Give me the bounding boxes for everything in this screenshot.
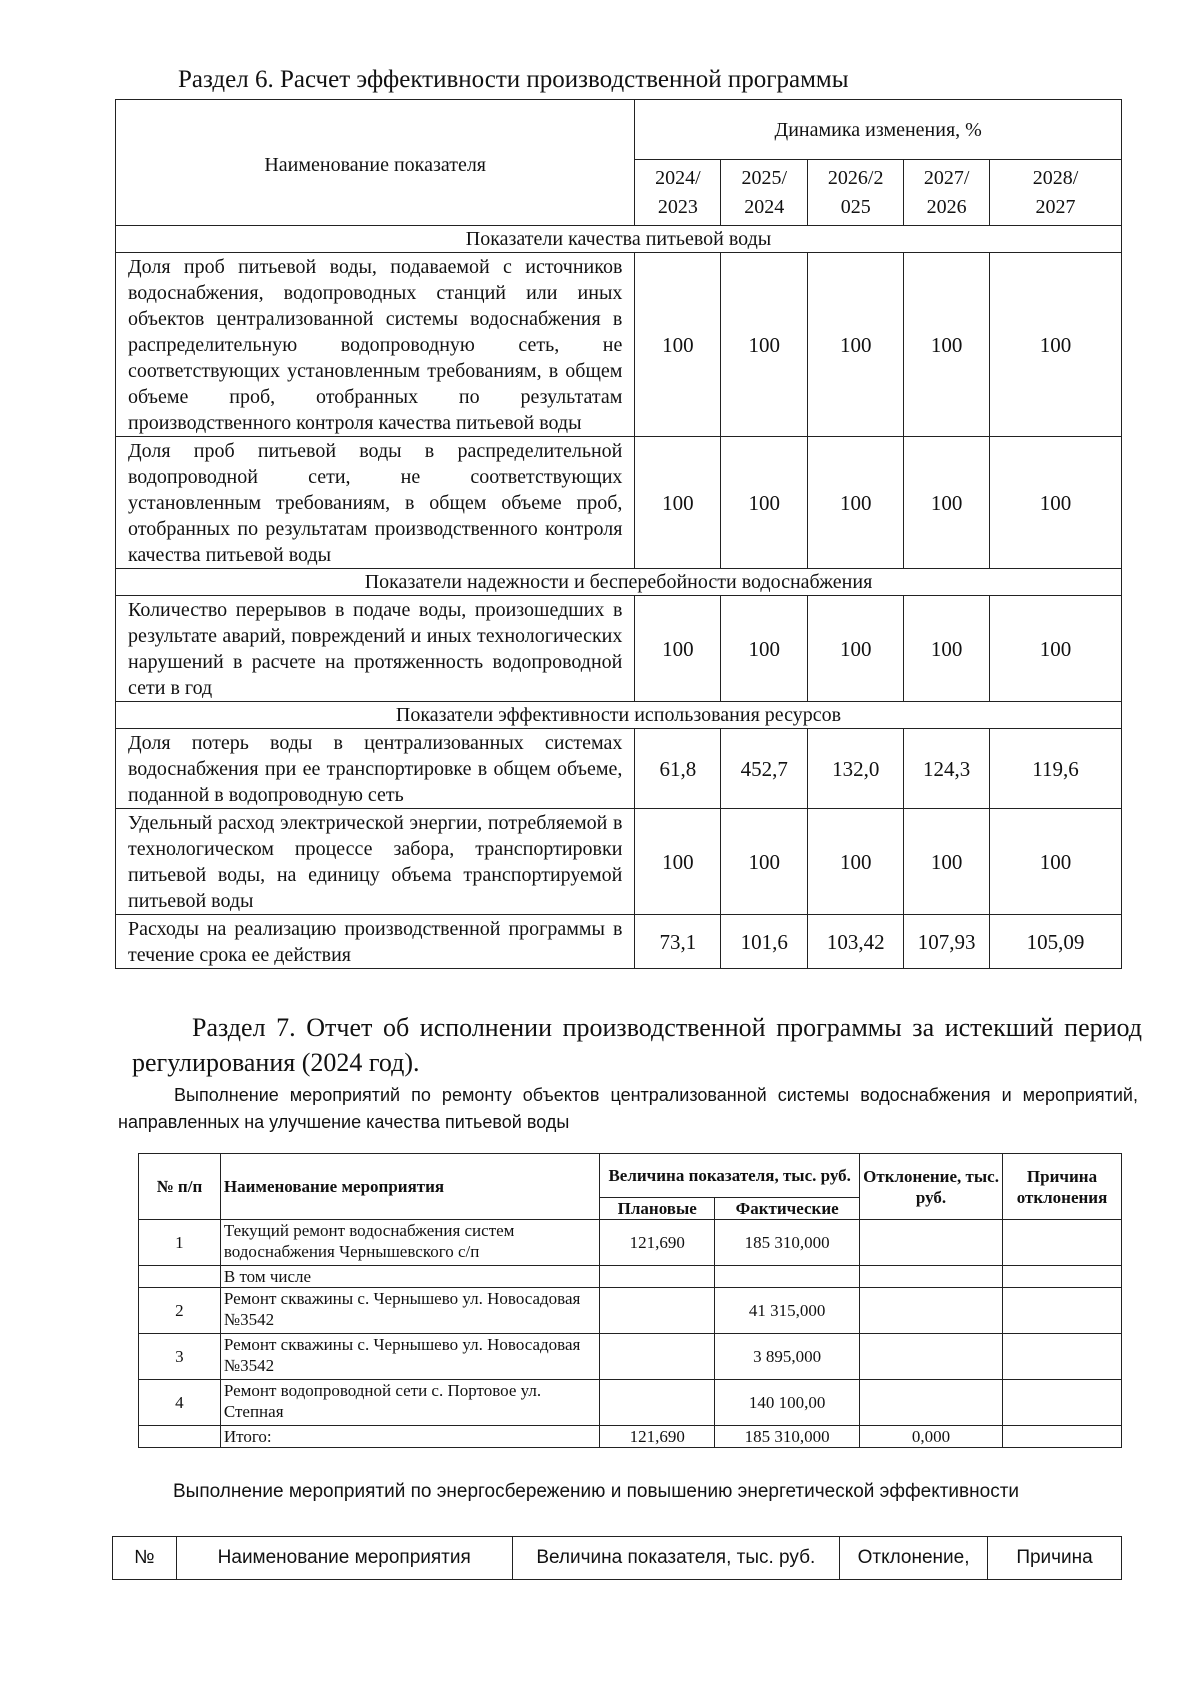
cell-planned: [600, 1288, 715, 1334]
col-header-value: Величина показателя, тыс. руб.: [600, 1154, 860, 1198]
indicator-value: 101,6: [721, 915, 808, 969]
col-header-name: Наименование мероприятия: [220, 1154, 599, 1220]
indicator-value: 132,0: [808, 729, 904, 809]
indicator-name: Количество перерывов в подаче воды, произошедших в результате аварий, повреждений и иных технологических нарушений в расчете на протяженность водопроводной сети в год: [116, 596, 635, 702]
indicator-name: Доля проб питьевой воды, подаваемой с источников водоснабжения, водопроводных станций или иных объектов централизованной системы водоснабжения в распределительную водопроводную сеть, не соответствующих установленным требованиям, в общем объеме проб, отобранных по результатам производственного контроля качества питьевой воды: [116, 253, 635, 437]
cell-reason: [1003, 1380, 1122, 1426]
col-header-name: Наименование показателя: [116, 100, 635, 226]
year-header: 2025/ 2024: [721, 160, 808, 226]
energy-activities-table: [112, 1536, 1122, 1580]
col-header-actual: Фактические: [715, 1198, 860, 1220]
indicator-value: 73,1: [635, 915, 721, 969]
group-title: Показатели эффективности использования ресурсов: [116, 702, 1122, 729]
col-header-planned: Плановые: [600, 1198, 715, 1220]
cell-name: Текущий ремонт водоснабжения систем водоснабжения Чернышевского с/п: [220, 1220, 599, 1266]
table-row: [139, 1334, 1122, 1380]
indicator-value: 61,8: [635, 729, 721, 809]
cell-planned: [600, 1266, 715, 1288]
cell-actual: 41 315,000: [715, 1288, 860, 1334]
cell-actual: 3 895,000: [715, 1334, 860, 1380]
cell-planned: 121,690: [600, 1426, 715, 1448]
cell-reason: [1003, 1288, 1122, 1334]
cell-actual: 140 100,00: [715, 1380, 860, 1426]
indicator-value: 100: [990, 809, 1122, 915]
indicator-value: 100: [808, 809, 904, 915]
cell-num: [139, 1266, 221, 1288]
indicator-value: 100: [990, 253, 1122, 437]
indicator-value: 100: [990, 596, 1122, 702]
indicator-name: Доля потерь воды в централизованных системах водоснабжения при ее транспортировке в общем объеме, поданной в водопроводную сеть: [116, 729, 635, 809]
efficiency-table: [115, 99, 1122, 969]
col-header-value: Величина показателя, тыс. руб.: [512, 1537, 840, 1580]
cell-planned: 121,690: [600, 1220, 715, 1266]
cell-reason: [1003, 1334, 1122, 1380]
cell-reason: [1003, 1426, 1122, 1448]
cell-num: 4: [139, 1380, 221, 1426]
indicator-value: 452,7: [721, 729, 808, 809]
section7-title: Раздел 7. Отчет об исполнении производственной программы за истекший период регулирования (2024 год).: [132, 1013, 1142, 1077]
indicator-value: 100: [808, 437, 904, 569]
repair-activities-table: [138, 1153, 1122, 1448]
year-header: 2026/2 025: [808, 160, 904, 226]
indicator-value: 100: [808, 253, 904, 437]
cell-deviation: [860, 1266, 1003, 1288]
cell-name: Ремонт водопроводной сети с. Портовое ул. Степная: [220, 1380, 599, 1426]
cell-reason: [1003, 1266, 1122, 1288]
indicator-value: 100: [904, 253, 990, 437]
year-header: 2024/ 2023: [635, 160, 721, 226]
col-header-num: № п/п: [139, 1154, 221, 1220]
cell-deviation: 0,000: [860, 1426, 1003, 1448]
cell-name: В том числе: [220, 1266, 599, 1288]
table-row: [139, 1380, 1122, 1426]
cell-deviation: [860, 1334, 1003, 1380]
col-header-reason: Причина отклонения: [1003, 1154, 1122, 1220]
indicator-value: 100: [808, 596, 904, 702]
table-row: [139, 1288, 1122, 1334]
cell-num: 1: [139, 1220, 221, 1266]
cell-num: 3: [139, 1334, 221, 1380]
indicator-value: 100: [635, 253, 721, 437]
indicator-name: Доля проб питьевой воды в распределительной водопроводной сети, не соответствующих установленным требованиям, в общем объеме проб, отобранных по результатам производственного контроля качества питьевой воды: [116, 437, 635, 569]
col-header-reason: Причина: [988, 1537, 1122, 1580]
cell-actual: 185 310,000: [715, 1426, 860, 1448]
indicator-value: 100: [721, 809, 808, 915]
indicator-value: 100: [904, 809, 990, 915]
indicator-value: 100: [721, 437, 808, 569]
cell-actual: 185 310,000: [715, 1220, 860, 1266]
indicator-value: 105,09: [990, 915, 1122, 969]
col-header-name: Наименование мероприятия: [176, 1537, 512, 1580]
indicator-name: Расходы на реализацию производственной программы в течение срока ее действия: [116, 915, 635, 969]
table-row-total: [139, 1426, 1122, 1448]
indicator-value: 103,42: [808, 915, 904, 969]
cell-actual: [715, 1266, 860, 1288]
cell-planned: [600, 1334, 715, 1380]
indicator-value: 100: [635, 596, 721, 702]
cell-num: [139, 1426, 221, 1448]
indicator-value: 100: [904, 596, 990, 702]
indicator-value: 100: [990, 437, 1122, 569]
indicator-value: 124,3: [904, 729, 990, 809]
cell-num: 2: [139, 1288, 221, 1334]
indicator-name: Удельный расход электрической энергии, потребляемой в технологическом процессе забора, транспортировки питьевой воды, на единицу объема транспортируемой питьевой воды: [116, 809, 635, 915]
indicator-value: 119,6: [990, 729, 1122, 809]
cell-deviation: [860, 1380, 1003, 1426]
table-row: [139, 1220, 1122, 1266]
group-title: Показатели надежности и бесперебойности водоснабжения: [116, 569, 1122, 596]
col-header-dynamics: Динамика изменения, %: [635, 100, 1122, 160]
year-header: 2028/ 2027: [990, 160, 1122, 226]
cell-name: Итого:: [220, 1426, 599, 1448]
section6-title: Раздел 6. Расчет эффективности производственной программы: [178, 66, 849, 93]
cell-planned: [600, 1380, 715, 1426]
group-title: Показатели качества питьевой воды: [116, 226, 1122, 253]
col-header-num: №: [113, 1537, 177, 1580]
indicator-value: 100: [635, 809, 721, 915]
indicator-value: 100: [721, 253, 808, 437]
year-header: 2027/ 2026: [904, 160, 990, 226]
indicator-value: 107,93: [904, 915, 990, 969]
cell-name: Ремонт скважины с. Чернышево ул. Новосадовая №3542: [220, 1288, 599, 1334]
cell-reason: [1003, 1220, 1122, 1266]
col-header-deviation: Отклонение, тыс. руб.: [860, 1154, 1003, 1220]
section7-subtitle: Выполнение мероприятий по ремонту объектов централизованной системы водоснабжения и мероприятий, направленных на улучшение качества питьевой воды: [118, 1085, 1138, 1132]
indicator-value: 100: [635, 437, 721, 569]
cell-deviation: [860, 1288, 1003, 1334]
indicator-value: 100: [904, 437, 990, 569]
col-header-deviation: Отклонение,: [840, 1537, 988, 1580]
indicator-value: 100: [721, 596, 808, 702]
cell-name: Ремонт скважины с. Чернышево ул. Новосадовая №3542: [220, 1334, 599, 1380]
cell-deviation: [860, 1220, 1003, 1266]
energy-section-caption: Выполнение мероприятий по энергосбережению и повышению энергетической эффективности: [173, 1481, 1020, 1502]
table-row: [139, 1266, 1122, 1288]
